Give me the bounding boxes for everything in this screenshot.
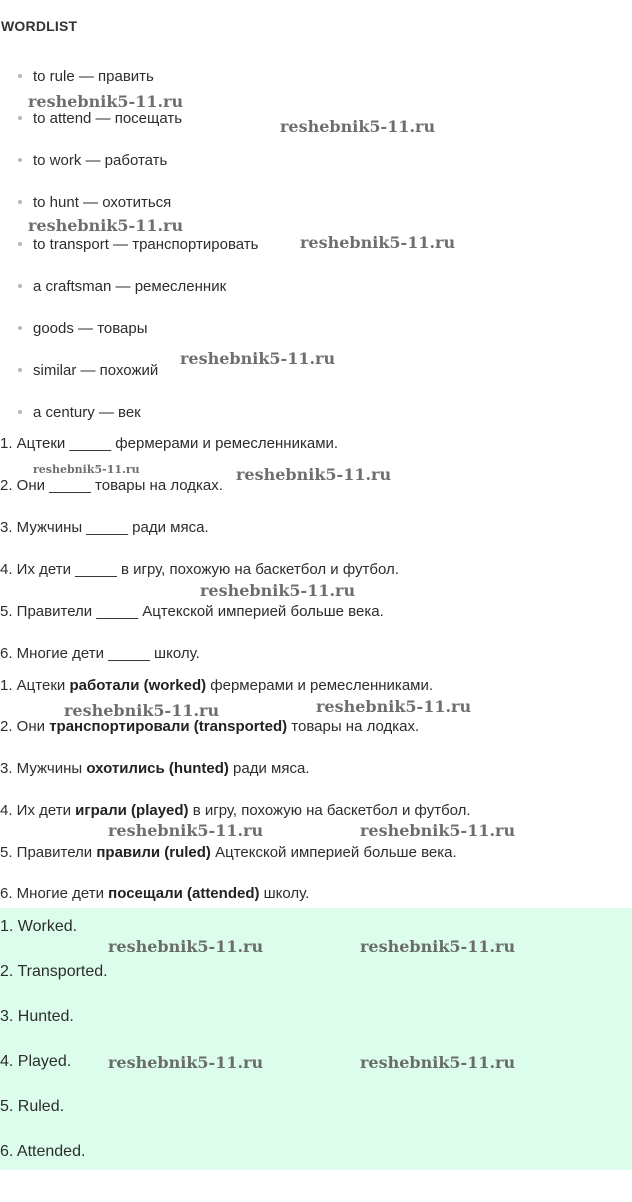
solution-answer: посещали (attended): [108, 885, 260, 902]
watermark: reshebnik5-11.ru: [108, 1053, 264, 1072]
exercise-line: 3. Мужчины _____ ради мяса.: [0, 519, 209, 536]
bullet-dot-icon: [18, 200, 22, 204]
wordlist-item: to rule — править: [18, 68, 154, 85]
watermark: reshebnik5-11.ru: [236, 465, 392, 484]
bullet-dot-icon: [18, 116, 22, 120]
bullet-dot-icon: [18, 158, 22, 162]
solution-line: 6. Многие дети посещали (attended) школу.: [0, 885, 310, 902]
exercise-line: 6. Многие дети _____ школу.: [0, 645, 200, 662]
exercise-line: 5. Правители _____ Ацтекской империей больше века.: [0, 603, 384, 620]
wordlist-title: WORDLIST: [1, 18, 78, 34]
bullet-dot-icon: [18, 74, 22, 78]
solution-answer: правили (ruled): [96, 844, 211, 861]
wordlist-item: goods — товары: [18, 320, 148, 337]
solution-answer: охотились (hunted): [86, 760, 229, 777]
watermark: reshebnik5-11.ru: [200, 581, 356, 600]
answer-line: 4. Played.: [0, 1053, 72, 1070]
watermark: reshebnik5-11.ru: [360, 937, 516, 956]
watermark: reshebnik5-11.ru: [33, 463, 140, 476]
solution-answer: транспортировали (transported): [49, 718, 288, 735]
wordlist-item: to transport — транспортировать: [18, 236, 258, 253]
answer-line: 6. Attended.: [0, 1143, 86, 1160]
answer-line: 5. Ruled.: [0, 1098, 65, 1115]
exercise-line: 4. Их дети _____ в игру, похожую на баскетбол и футбол.: [0, 561, 399, 578]
wordlist-item: similar — похожий: [18, 362, 158, 379]
answers-block: [0, 908, 632, 1170]
watermark: reshebnik5-11.ru: [360, 1053, 516, 1072]
wordlist-item: to work — работать: [18, 152, 167, 169]
watermark: reshebnik5-11.ru: [108, 937, 264, 956]
bullet-dot-icon: [18, 410, 22, 414]
watermark: reshebnik5-11.ru: [280, 117, 436, 136]
bullet-dot-icon: [18, 284, 22, 288]
solution-answer: работали (worked): [69, 677, 207, 694]
watermark: reshebnik5-11.ru: [64, 701, 220, 720]
wordlist-item: to attend — посещать: [18, 110, 182, 127]
exercise-line: 1. Ацтеки _____ фермерами и ремесленниками.: [0, 435, 339, 452]
wordlist-item: a craftsman — ремесленник: [18, 278, 226, 295]
solution-line: 3. Мужчины охотились (hunted) ради мяса.: [0, 760, 310, 777]
answer-line: 3. Hunted.: [0, 1008, 74, 1025]
solution-line: 4. Их дети играли (played) в игру, похожую на баскетбол и футбол.: [0, 802, 471, 819]
solution-answer: играли (played): [75, 802, 189, 819]
watermark: reshebnik5-11.ru: [28, 216, 184, 235]
bullet-dot-icon: [18, 326, 22, 330]
watermark: reshebnik5-11.ru: [28, 92, 184, 111]
solution-line: 2. Они транспортировали (transported) товары на лодках.: [0, 718, 420, 735]
answer-line: 1. Worked.: [0, 918, 78, 935]
answer-line: 2. Transported.: [0, 963, 108, 980]
watermark: reshebnik5-11.ru: [300, 233, 456, 252]
watermark: reshebnik5-11.ru: [360, 821, 516, 840]
watermark: reshebnik5-11.ru: [316, 697, 472, 716]
wordlist-item: to hunt — охотиться: [18, 194, 171, 211]
solution-line: 1. Ацтеки работали (worked) фермерами и ремесленниками.: [0, 677, 434, 694]
exercise-line: 2. Они _____ товары на лодках.: [0, 477, 223, 494]
solution-line: 5. Правители правили (ruled) Ацтекской империей больше века.: [0, 844, 457, 861]
bullet-dot-icon: [18, 242, 22, 246]
watermark: reshebnik5-11.ru: [108, 821, 264, 840]
wordlist-item: a century — век: [18, 404, 141, 421]
watermark: reshebnik5-11.ru: [180, 349, 336, 368]
bullet-dot-icon: [18, 368, 22, 372]
